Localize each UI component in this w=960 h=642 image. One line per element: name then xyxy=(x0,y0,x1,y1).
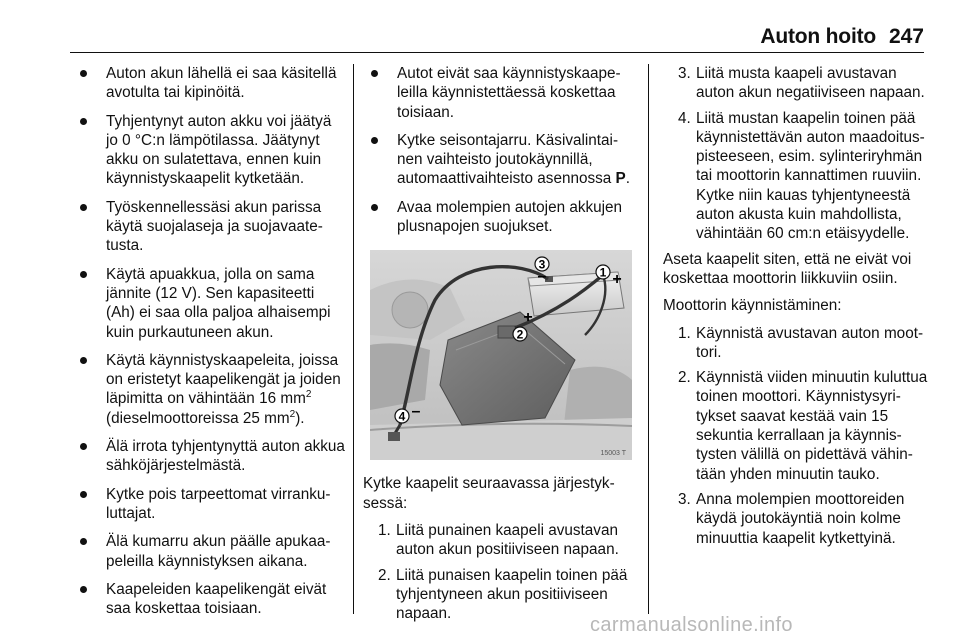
connection-intro: Kytke kaapelit seuraavassa järjestyksessä: xyxy=(363,475,615,512)
ground-point xyxy=(388,432,400,441)
list-item: Käytä apuakkua, jolla on sama jännite (12 V). Sen kapasiteetti (Ah) ei saa olla paljoa alhaisempi kuin purkautuneen akun. xyxy=(72,265,345,342)
svg-text:3: 3 xyxy=(538,257,546,272)
list-item: Kytke pois tarpeettomat virrankuluttajat. xyxy=(72,485,345,524)
list-item: Avaa molempien autojen akkujen plusnapojen suojukset. xyxy=(363,198,637,237)
list-item: Auton akun lähellä ei saa käsitellä avotulta tai kipinöitä. xyxy=(72,64,345,103)
svg-text:–: – xyxy=(411,403,421,421)
svg-text:4: 4 xyxy=(398,409,406,424)
list-item: Tyhjentynyt auton akku voi jäätyä jo 0 °C:n lämpötilassa. Jäätynyt akku on sulatettava, ennen kuin käynnistyskaapelit kytketään. xyxy=(72,112,345,189)
list-item: 3. Liitä musta kaapeli avustavan auton akun negatiiviseen napaan. xyxy=(678,65,925,102)
header-rule xyxy=(70,52,924,53)
bullet-icon xyxy=(80,586,87,593)
list-item: Käytä käynnistyskaapeleita, joissa on eristetyt kaapelikengät ja joiden läpimitta on vähintään 16 $mm^2$ (dieselmoottoreissa 25 $mm^2$). xyxy=(72,351,345,428)
engine-start-steps xyxy=(663,324,929,548)
bullet-icon xyxy=(80,70,87,77)
list-item: Kytke seisontajarru. Käsivalintainen vaihteisto joutokäynnillä, automaattivaihteisto asennossa P. xyxy=(363,131,637,189)
bullet-icon xyxy=(80,204,87,211)
engine-start-heading: Moottorin käynnistäminen: xyxy=(663,297,842,315)
connection-steps-continued xyxy=(663,64,929,244)
preparation-list xyxy=(363,64,637,236)
list-item: Työskennellessäsi akun parissa käytä suojalaseja ja suojavaatetusta. xyxy=(72,198,345,256)
list-item: Kaapeleiden kaapelikengät eivät saa koskettaa toisiaan. xyxy=(72,580,345,619)
section-title: Auton hoito xyxy=(760,25,876,48)
page-number: 247 xyxy=(888,25,924,48)
bullet-icon xyxy=(80,357,87,364)
bullet-icon xyxy=(371,204,378,211)
svg-text:1: 1 xyxy=(599,265,607,280)
list-item: 3. Anna molempien moottoreiden käydä joutokäyntiä noin kolme minuuttia kaapelit kytkettyinä. xyxy=(678,490,905,547)
bullet-icon xyxy=(371,70,378,77)
cable-placement-note: Aseta kaapelit siten, että ne eivät voi koskettaa moottorin liikkuviin osiin. xyxy=(663,250,912,287)
column-divider-1 xyxy=(353,64,354,614)
jump-start-illustration xyxy=(370,250,632,460)
column-1 xyxy=(72,64,345,627)
watermark: carmanualsonline.info xyxy=(590,614,793,636)
list-item: Älä irrota tyhjentynyttä auton akkua sähköjärjestelmästä. xyxy=(72,437,345,476)
bullet-icon xyxy=(80,443,87,450)
bullet-icon xyxy=(80,118,87,125)
list-item: 1. Liitä punainen kaapeli avustavan auton akun positiiviseen napaan. xyxy=(378,521,619,559)
svg-text:+: + xyxy=(523,309,533,327)
column-2 xyxy=(363,64,637,629)
svg-text:+: + xyxy=(612,271,622,289)
engine-part xyxy=(370,344,430,411)
list-item: 4. Liitä mustan kaapelin toinen pää käynnistettävän auton maadoituspisteeseen, esim. sylinteriryhmän tai moottorin kannattimen ruuviin. Kytke niin kauas tyhjentyneestä auton akusta kuin mahdollista, vähintään 60 cm:n etäisyydelle. xyxy=(678,109,925,243)
bullet-icon xyxy=(80,271,87,278)
list-item: Älä kumarru akun päälle apukaapeleilla käynnistyksen aikana. xyxy=(72,532,345,571)
page-header xyxy=(0,0,960,56)
engine-part xyxy=(392,292,428,328)
figure-id: 15003 T xyxy=(600,450,626,458)
bullet-icon xyxy=(371,137,378,144)
list-item: 2. Käynnistä viiden minuutin kuluttua toinen moottori. Käynnistysyritykset saavat kestää vain 15 sekuntia kerrallaan ja käynnistysten välillä on pidettävä vähintään yhden minuutin tauko. xyxy=(678,369,928,483)
column-3 xyxy=(663,64,929,554)
bullet-icon xyxy=(80,491,87,498)
svg-text:–: – xyxy=(537,268,547,286)
list-item: Autot eivät saa käynnistyskaapeleilla käynnistettäessä koskettaa toisiaan. xyxy=(363,64,637,122)
column-divider-2 xyxy=(648,64,649,614)
precaution-list xyxy=(72,64,345,618)
list-item: 2. Liitä punaisen kaapelin toinen pää tyhjentyneen akun positiiviseen napaan. xyxy=(378,566,628,623)
connection-steps xyxy=(363,521,637,623)
bullet-icon xyxy=(80,538,87,545)
list-item: 1. Käynnistä avustavan auton moottori. xyxy=(678,324,924,361)
svg-text:2: 2 xyxy=(516,327,524,342)
